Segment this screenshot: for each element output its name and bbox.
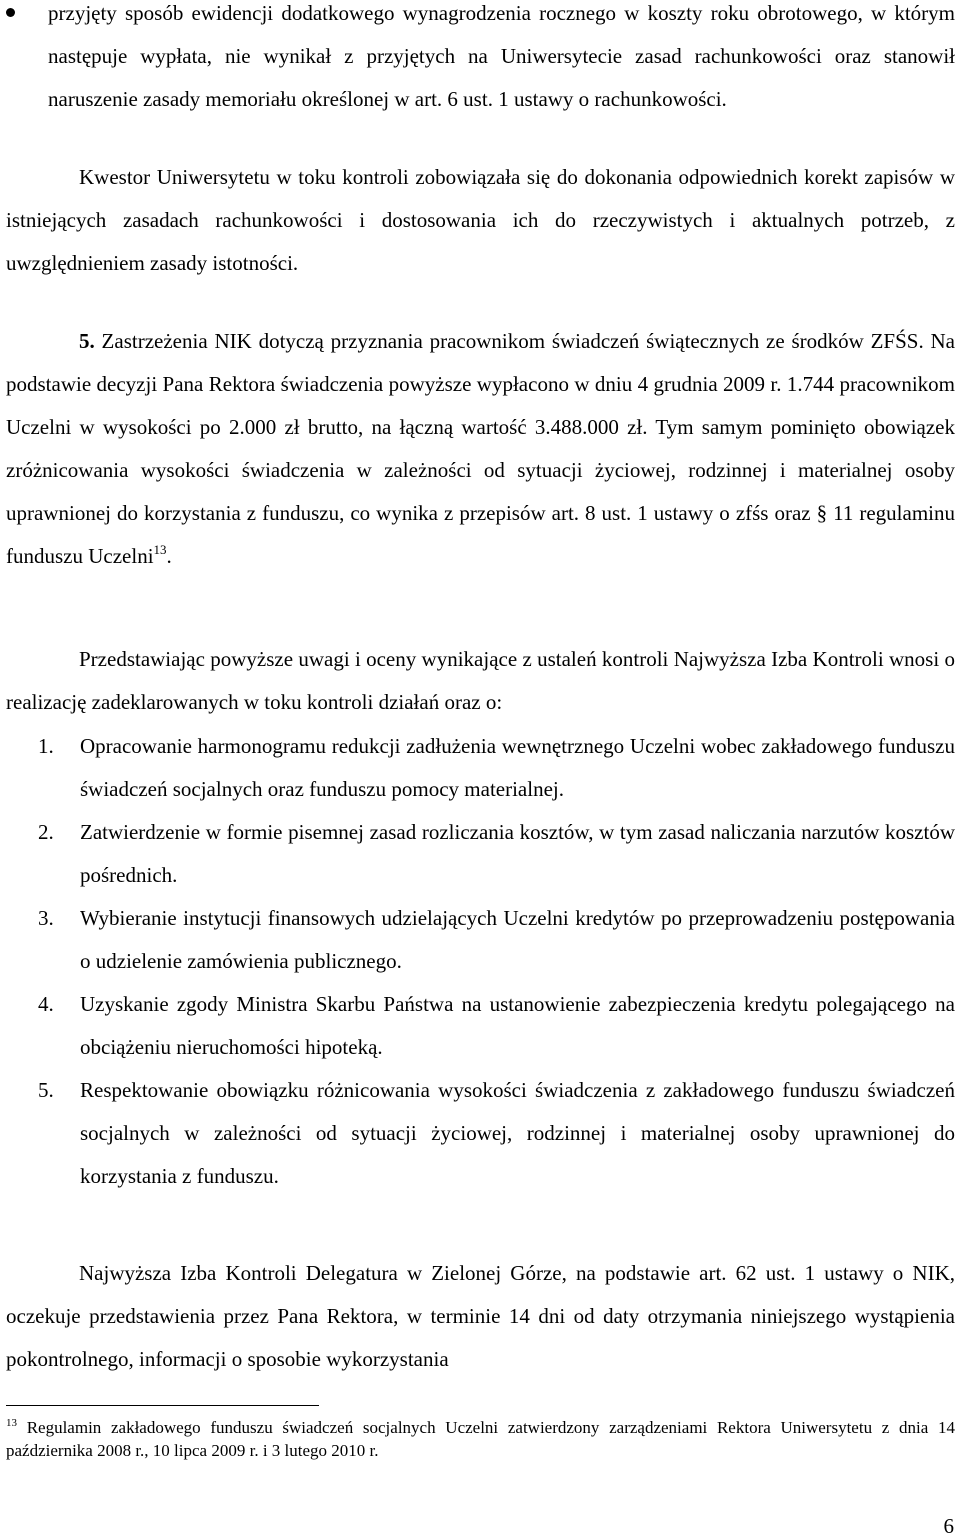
- list-item: [6, 983, 955, 1069]
- bullet-paragraph: przyjęty sposób ewidencji dodatkowego wynagrodzenia rocznego w koszty roku obrotowego, w którym następuje wypłata, nie wynikał z przyjętych na Uniwersytecie zasad rachunkowości oraz stanowił naruszenie zasady memoriału określonej w art. 6 ust. 1 ustawy o rachunkowości.: [48, 1, 955, 111]
- section-5-end: .: [166, 544, 172, 568]
- list-item-number: 4.: [38, 992, 54, 1016]
- section-5-text: Zastrzeżenia NIK dotyczą przyznania pracownikom świadczeń świątecznych ze środków ZFŚS. Na podstawie decyzji Pana Rektora świadczenia powyższe wypłacono w dniu 4 grudnia 2009 r. 1.744 pracownikom Uczelni w wysokości po 2.000 zł brutto, na łączną wartość 3.488.000 zł. Tym samym pominięto obowiązek zróżnicowania wysokości świadczenia w zależności od sytuacji życiowej, rodzinnej i materialnej osoby uprawnionej do korzystania z funduszu, co wynika z przepisów art. 8 ust. 1 ustawy o zfśs oraz § 11 regulaminu funduszu Uczelni: [6, 329, 955, 568]
- kwestor-paragraph: Kwestor Uniwersytetu w toku kontroli zobowiązała się do dokonania odpowiednich korekt zapisów w istniejących zasadach rachunkowości i dostosowania ich do rzeczywistych i aktualnych potrzeb, z uwzględnieniem zasady istotności.: [6, 165, 955, 275]
- list-item-text: Respektowanie obowiązku różnicowania wysokości świadczenia z zakładowego funduszu świadczeń socjalnych w zależności od sytuacji życiowej, rodzinnej i materialnej osoby uprawnionej do korzystania z funduszu.: [80, 1078, 955, 1188]
- list-item: [6, 725, 955, 811]
- intro-paragraph: Przedstawiając powyższe uwagi i oceny wynikające z ustaleń kontroli Najwyższa Izba Kontroli wnosi o realizację zadeklarowanych w toku kontroli działań oraz o:: [6, 647, 955, 714]
- footnote-number: 13: [6, 1417, 17, 1429]
- list-item-text: Wybieranie instytucji finansowych udzielających Uczelni kredytów po przeprowadzeniu postępowania o udzielenie zamówienia publicznego.: [80, 906, 955, 973]
- list-item-number: 3.: [38, 906, 54, 930]
- bullet-icon: [6, 8, 15, 17]
- list-item-number: 2.: [38, 820, 54, 844]
- list-item-number: 1.: [38, 734, 54, 758]
- recommendations-list: [6, 725, 955, 1198]
- bullet-item: [6, 0, 955, 121]
- section-5-paragraph: [6, 320, 955, 578]
- list-item-text: Opracowanie harmonogramu redukcji zadłużenia wewnętrznego Uczelni wobec zakładowego funduszu świadczeń socjalnych oraz funduszu pomocy materialnej.: [80, 734, 955, 801]
- list-item: [6, 897, 955, 983]
- list-item-text: Uzyskanie zgody Ministra Skarbu Państwa na ustanowienie zabezpieczenia kredytu polegającego na obciążeniu nieruchomości hipoteką.: [80, 992, 955, 1059]
- footnote-divider: [6, 1405, 319, 1406]
- section-5-number: 5.: [79, 329, 95, 353]
- list-item: [6, 1069, 955, 1198]
- list-item-text: Zatwierdzenie w formie pisemnej zasad rozliczania kosztów, w tym zasad naliczania narzutów kosztów pośrednich.: [80, 820, 955, 887]
- list-item: [6, 811, 955, 897]
- footnote-ref: 13: [153, 542, 167, 557]
- list-item-number: 5.: [38, 1078, 54, 1102]
- footnote: [6, 1416, 955, 1462]
- closing-paragraph: Najwyższa Izba Kontroli Delegatura w Zielonej Górze, na podstawie art. 62 ust. 1 ustawy o NIK, oczekuje przedstawienia przez Pana Rektora, w terminie 14 dni od daty otrzymania niniejszego wystąpienia pokontrolnego, informacji o sposobie wykorzystania: [6, 1261, 955, 1371]
- page-number: 6: [943, 1514, 954, 1538]
- footnote-text: Regulamin zakładowego funduszu świadczeń socjalnych Uczelni zatwierdzony zarządzeniami Rektora Uniwersytetu z dnia 14 października 2008 r., 10 lipca 2009 r. i 3 lutego 2010 r.: [6, 1418, 955, 1460]
